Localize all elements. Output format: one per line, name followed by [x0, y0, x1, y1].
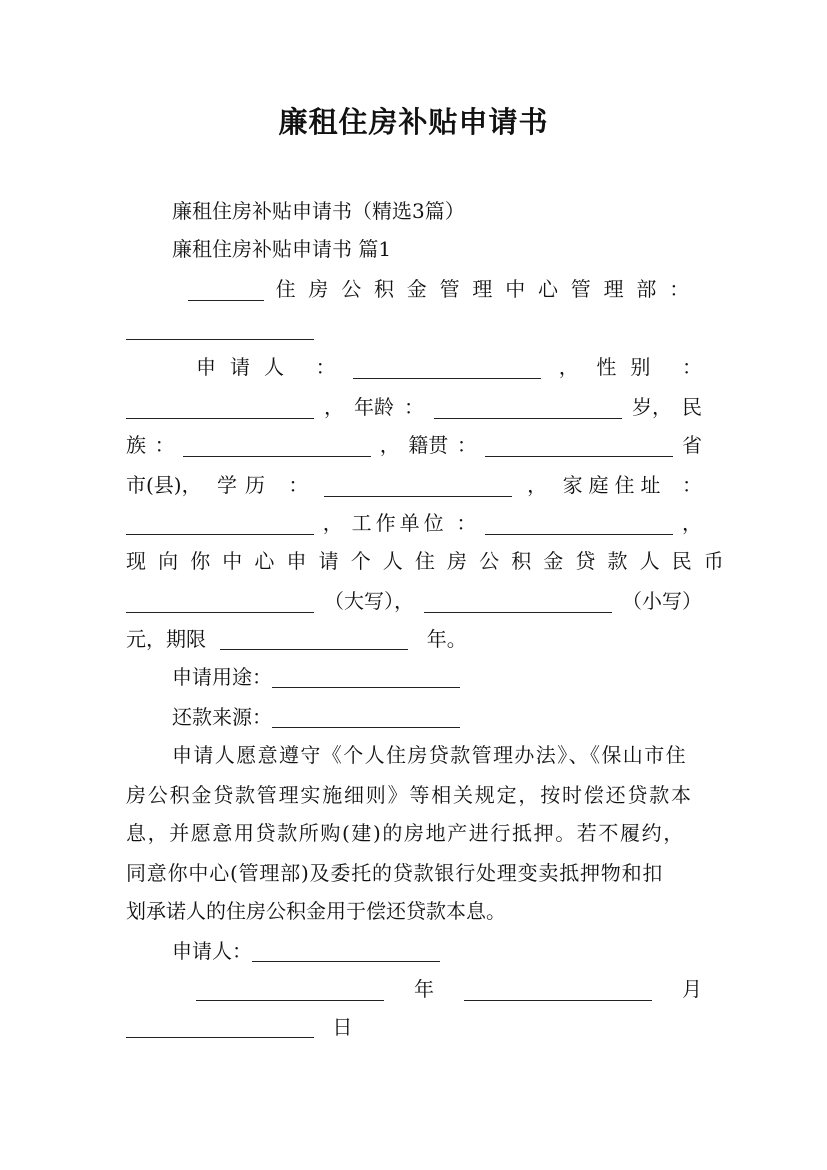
ethnicity-label-2: 族 — [126, 433, 146, 457]
purpose-blank — [272, 665, 460, 688]
age-line — [126, 392, 702, 422]
education-blank — [324, 474, 512, 497]
ethnicity-blank — [183, 434, 371, 457]
year-label: 年 — [414, 977, 434, 1001]
comma: ， — [527, 473, 548, 497]
city-label: 市(县)， — [126, 473, 202, 497]
section-heading: 廉租住房补贴申请书 篇1 — [172, 237, 392, 261]
body-line-2: 房公积金贷款管理实施细则》等相关规定，按时偿还贷款本 — [126, 783, 693, 807]
applicant-blank — [353, 356, 541, 379]
year-end-label: 年。 — [426, 627, 467, 651]
addressee-line-2 — [126, 314, 702, 344]
colon: ： — [288, 473, 309, 497]
education-label: 学历 — [217, 473, 273, 497]
addressee-blank-2 — [126, 317, 314, 340]
comma: ， — [681, 511, 702, 535]
colon: ： — [681, 473, 702, 497]
date-line — [196, 974, 702, 1004]
origin-label: 籍贯 — [408, 433, 449, 457]
workplace-label: 工作单位 — [351, 511, 448, 535]
body-line-1: 申请人愿意遵守《个人住房贷款管理办法》、《保山市住 — [172, 743, 687, 767]
ethnicity-label: 民 — [682, 395, 702, 419]
addressee-blank — [188, 278, 264, 301]
origin-line — [126, 430, 702, 460]
body-line-4: 同意你中心(管理部)及委托的贷款银行处理变卖抵押物和扣 — [126, 861, 664, 885]
workplace-blank — [485, 512, 673, 535]
signature-label: 申请人： — [172, 939, 252, 963]
gender-blank — [126, 396, 314, 419]
term-line — [126, 624, 702, 654]
subtitle: 廉租住房补贴申请书（精选3篇） — [172, 199, 465, 223]
request-text: 现向你中心申请个人住房公积金贷款人民币 — [126, 549, 736, 573]
purpose-label: 申请用途： — [172, 665, 272, 689]
month-blank — [464, 978, 652, 1001]
workplace-line — [126, 508, 702, 538]
colon: ： — [315, 355, 336, 379]
repay-blank — [272, 705, 460, 728]
upper-case-label: （大写）， — [324, 589, 414, 613]
yuan-term-label: 元，期限 — [126, 627, 206, 651]
amount-line — [126, 586, 702, 616]
amount-lower-blank — [424, 590, 612, 613]
addressee-line — [188, 274, 702, 304]
comma: ， — [324, 395, 344, 419]
lower-case-label: （小写） — [622, 589, 702, 613]
gender-label: 性别 — [596, 355, 665, 379]
age-label: 年龄 — [354, 395, 394, 419]
signature-line — [172, 936, 702, 966]
origin-blank — [485, 434, 673, 457]
signature-blank — [252, 939, 440, 962]
amount-upper-blank — [126, 590, 314, 613]
year-blank — [196, 978, 384, 1001]
day-label: 日 — [332, 1015, 353, 1039]
address-label: 家庭住址 — [562, 473, 667, 497]
day-blank — [126, 1015, 314, 1038]
colon: ： — [456, 511, 477, 535]
repay-label: 还款来源： — [172, 705, 272, 729]
address-blank — [126, 512, 314, 535]
colon: ： — [681, 355, 702, 379]
comma: ， — [322, 511, 343, 535]
day-line — [126, 1012, 702, 1042]
age-unit: 岁， — [632, 395, 672, 419]
applicant-line — [196, 352, 702, 382]
colon: ： — [456, 433, 477, 457]
colon: ： — [154, 433, 175, 457]
body-line-3: 息，并愿意用贷款所购(建)的房地产进行抵押。若不履约， — [126, 821, 685, 845]
province-label: 省 — [681, 433, 702, 457]
repay-line — [172, 702, 702, 732]
comma: ， — [379, 433, 400, 457]
page-title: 廉租住房补贴申请书 — [278, 105, 549, 139]
body-line-5: 划承诺人的住房公积金用于偿还贷款本息。 — [126, 899, 506, 923]
addressee-text: 住房公积金管理中心管理部： — [275, 277, 702, 301]
education-line — [126, 470, 702, 500]
applicant-label: 申请人 — [196, 355, 298, 379]
comma: ， — [558, 355, 579, 379]
month-label: 月 — [682, 977, 702, 1001]
term-blank — [220, 627, 408, 650]
age-blank — [434, 396, 622, 419]
purpose-line — [172, 662, 702, 692]
colon: ： — [404, 395, 424, 419]
